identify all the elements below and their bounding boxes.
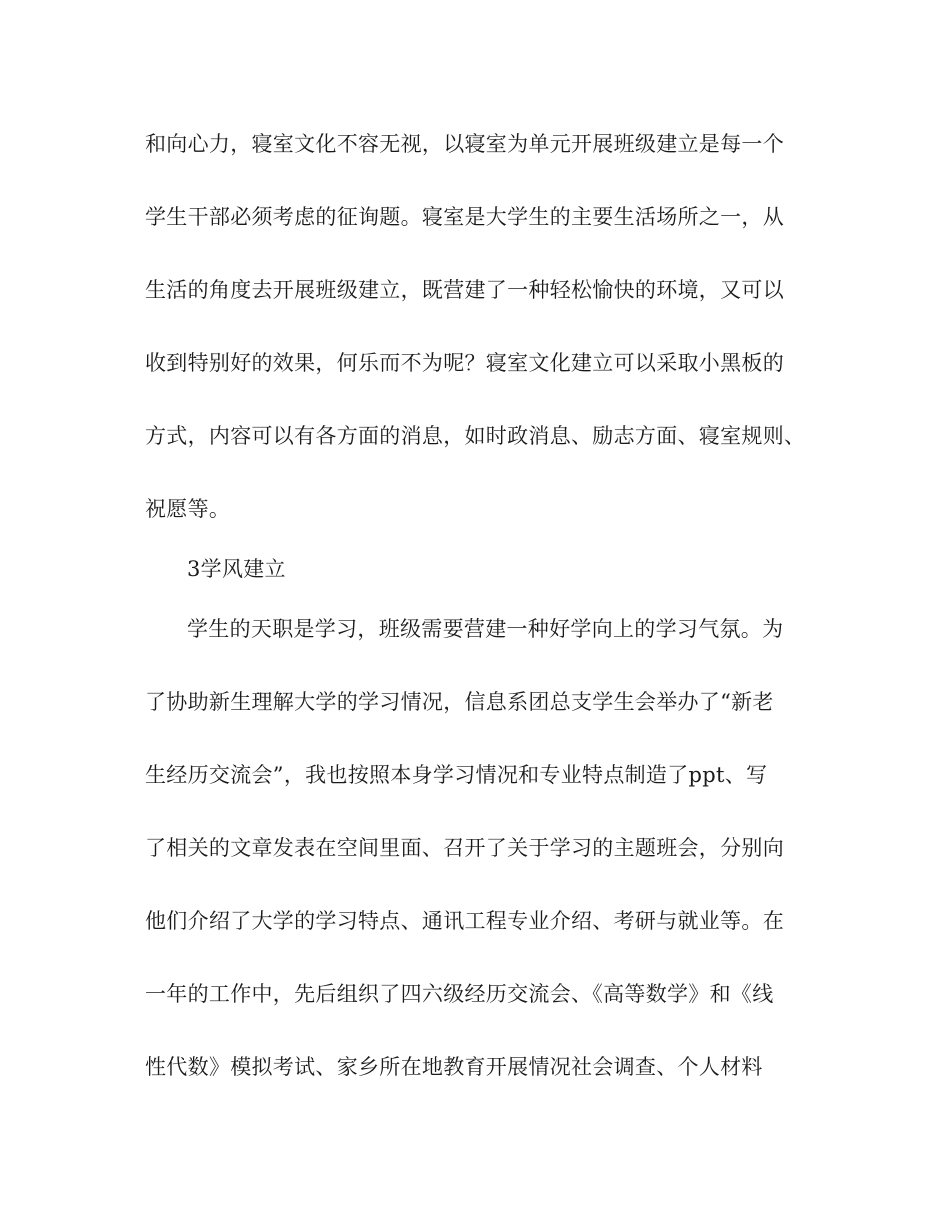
paragraph-1-line-5: 方式，内容可以有各方面的消息，如时政消息、励志方面、寝室规则、	[145, 424, 806, 448]
paragraph-2-line-6: 一年的工作中，先后组织了四六级经历交流会、《高等数学》和《线	[145, 982, 774, 1006]
paragraph-1-line-2: 学生干部必须考虑的征询题。寝室是大学生的主要生活场所之一，从	[145, 205, 784, 229]
paragraph-2-line-7: 性代数》模拟考试、家乡所在地教育开展情况社会调查、个人材料	[145, 1055, 763, 1079]
paragraph-1-line-3: 生活的角度去开展班级建立，既营建了一种轻松愉快的环境，又可以	[145, 278, 784, 302]
paragraph-2-line-5: 他们介绍了大学的学习特点、通讯工程专业介绍、考研与就业等。在	[145, 909, 784, 933]
paragraph-1-line-4: 收到特别好的效果，何乐而不为呢？寝室文化建立可以采取小黑板的	[145, 351, 784, 375]
paragraph-1-line-6: 祝愿等。	[145, 497, 231, 521]
section-heading: 3学风建立	[187, 557, 286, 581]
paragraph-2-line-4: 了相关的文章发表在空间里面、召开了关于学习的主题班会，分别向	[145, 836, 784, 860]
paragraph-2-line-2: 了协助新生理解大学的学习情况，信息系团总支学生会举办了“新老	[145, 690, 774, 714]
paragraph-2-line-3: 生经历交流会”，我也按照本身学习情况和专业特点制造了ppt、写	[145, 763, 768, 787]
paragraph-2-line-1: 学生的天职是学习，班级需要营建一种好学向上的学习气氛。为	[187, 617, 784, 641]
paragraph-1-line-1: 和向心力，寝室文化不容无视，以寝室为单元开展班级建立是每一个	[145, 132, 784, 156]
